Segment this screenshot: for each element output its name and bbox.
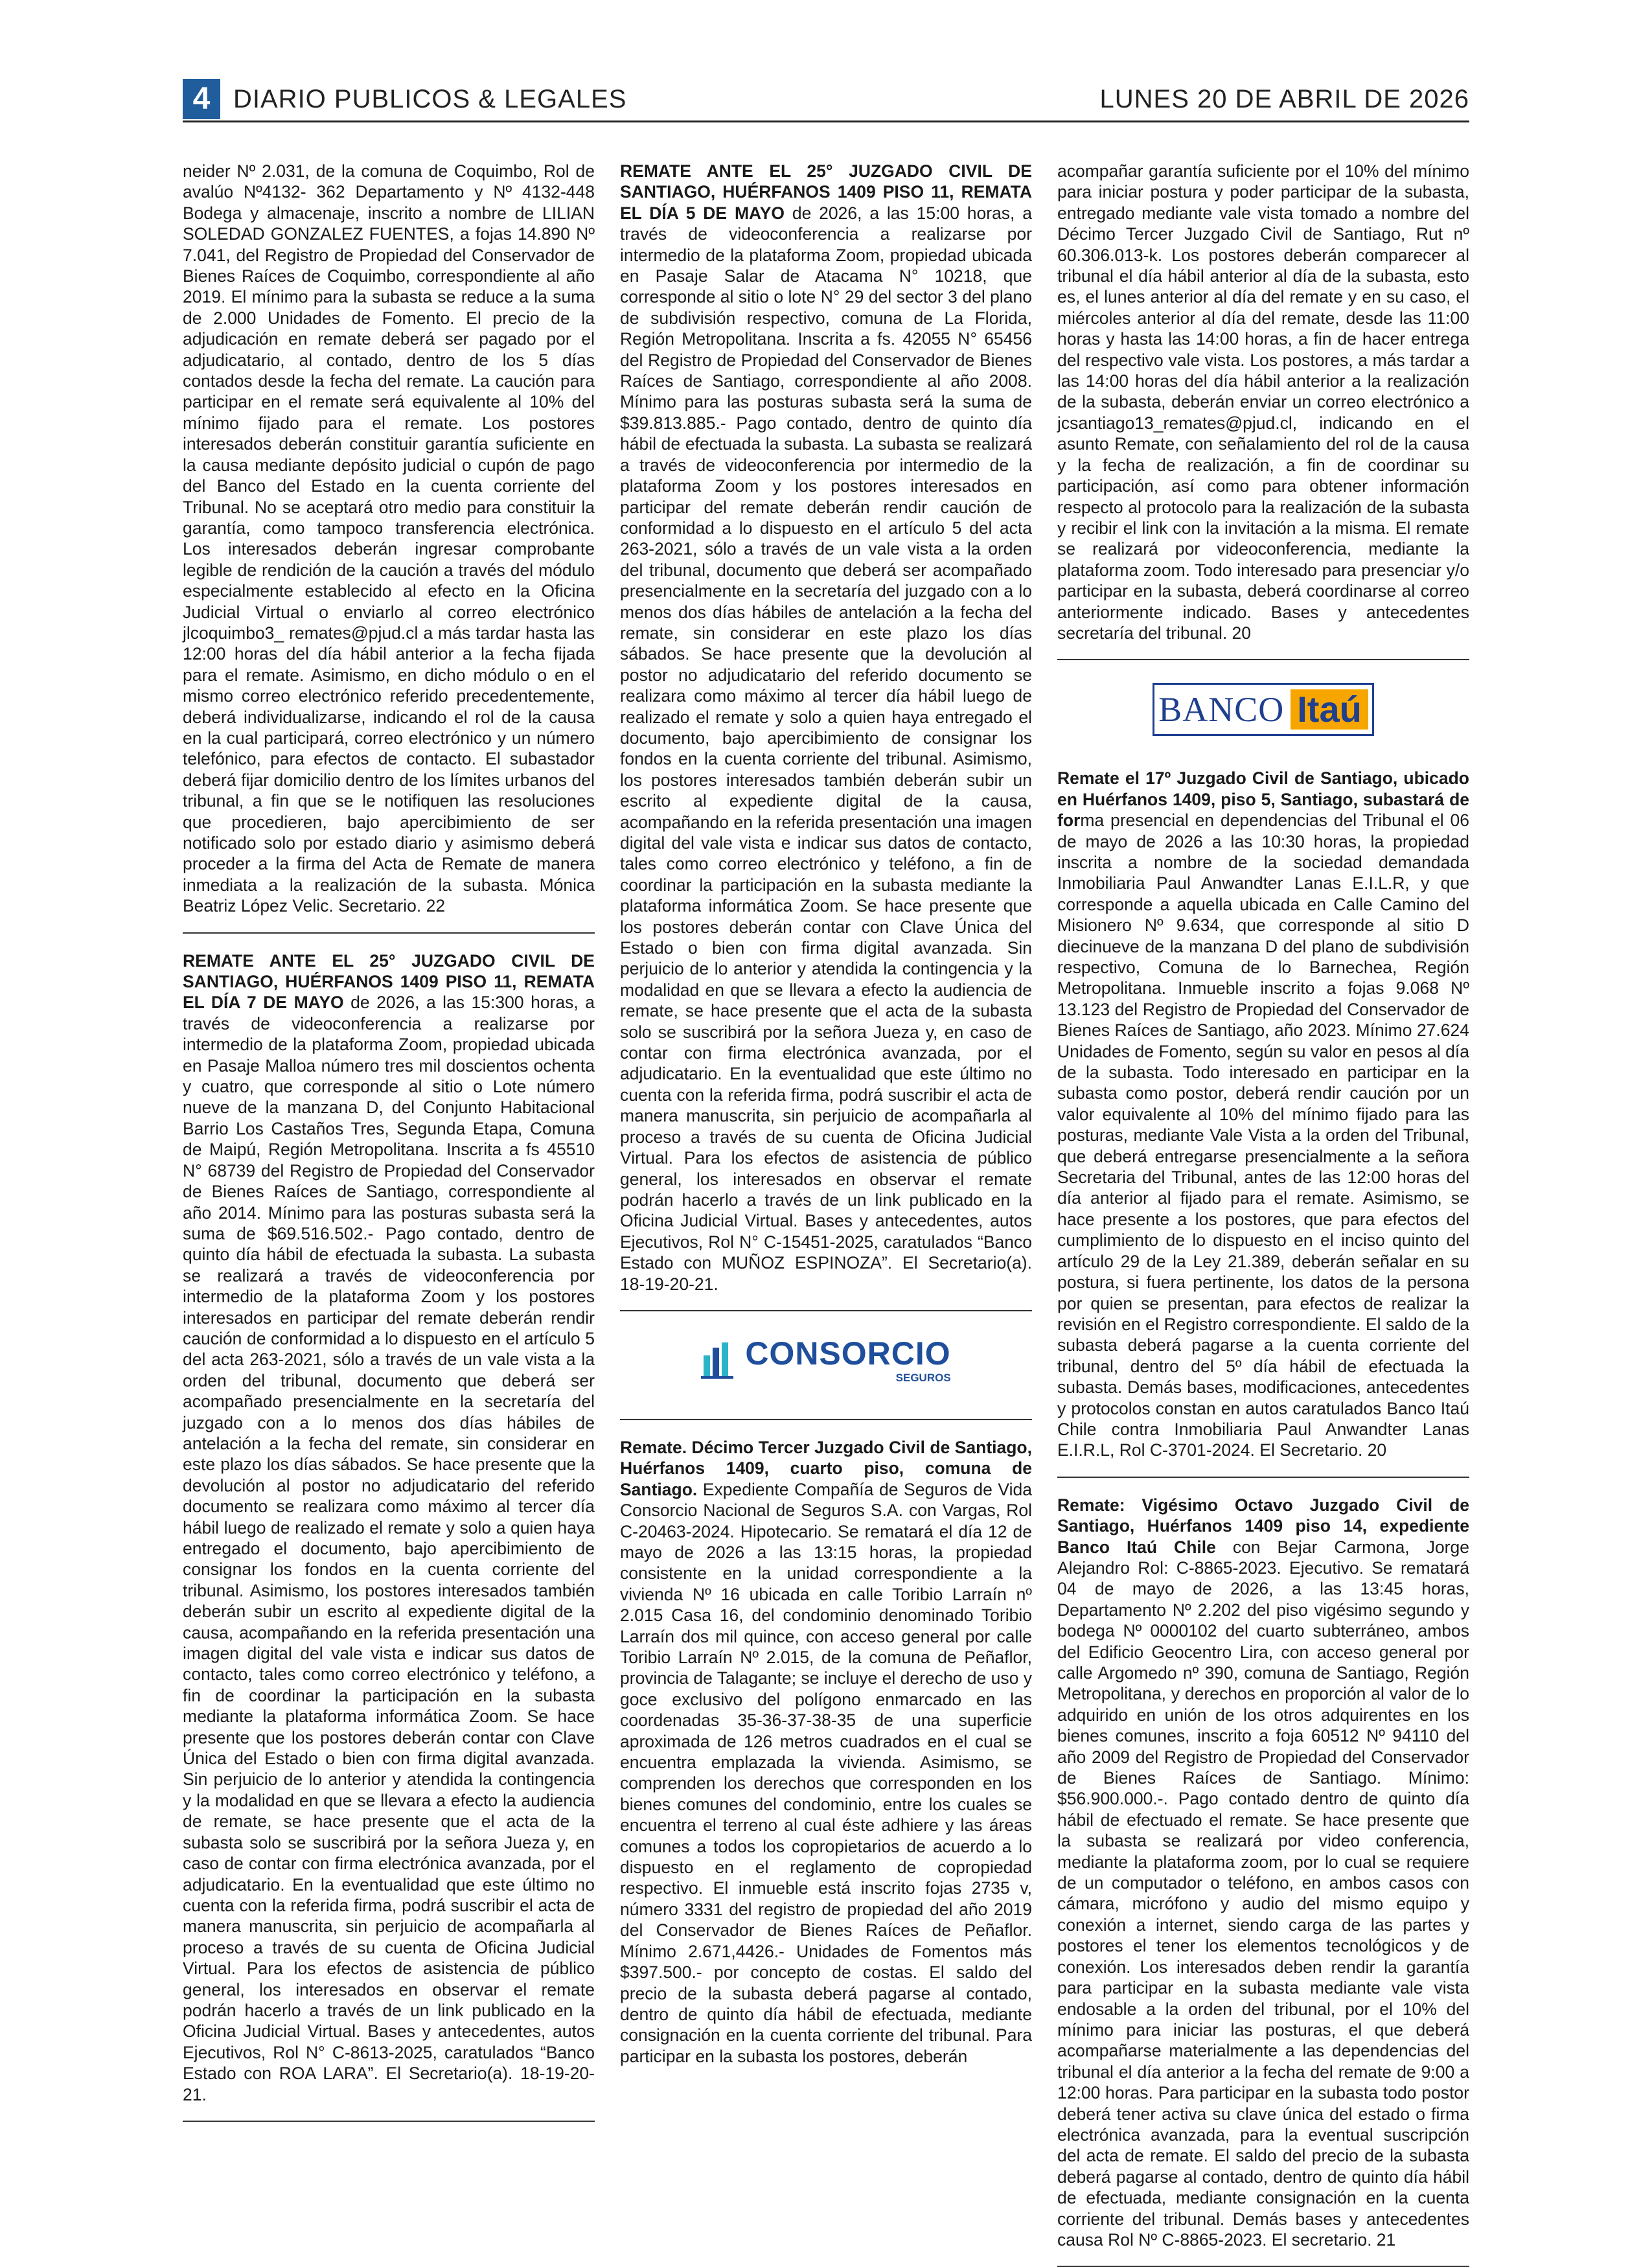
consorcio-name: CONSORCIO <box>745 1335 951 1372</box>
notice-heading: Remate: Vigésimo Octavo Juzgado Civil de Santiago, Huérfanos 1409 piso 14, expediente Banco Itaú Chile <box>1057 1495 1469 1557</box>
notice-body: ma presencial en dependencias del Tribunal el 06 de mayo de 2026 a las 10:30 horas, la propiedad inscrita a nombre de la sociedad demandada Inmobiliaria Paul Anwandter Lanas E.I.L.R, y que corresponde a aquella ubicada en Calle Camino del Misionero Nº 9.634, que corresponde al sitio D diecinueve de la manzana D del plano de subdivisión respectivo, Comuna de lo Barnechea, Región Metropolitana. Inmueble inscrito a fojas 9.068 Nº 13.123 del Registro de Propiedad del Conservador de Bienes Raíces de Santiago, año 2023. Mínimo 27.624 Unidades de Fomento, según su valor en pesos al día de la subasta. Todo interesado en participar en la subasta como postor, deberá rendir caución por un valor equivalente al 10% del mínimo fijado para las posturas, mediante Vale Vista a la orden del Tribunal, que deberá entregarse presencialmente a la señora Secretaria del Tribunal, antes de las 12:00 horas del día anterior al fijado para el remate. Asimismo, se hace presente a los postores, que para efectos del cumplimiento de lo dispuesto en el inciso quinto del artículo 29 de la Ley 21.389, deberán señalar en su postura, si fuera pertinente, los datos de la persona por quien se presentan, para efectos de realizar la revisión en el Registro correspondiente. El saldo de la subasta deberá pagarse a la cuenta corriente del tribunal, dentro del 5º día hábil de efectuada la subasta. Demás bases, modificaciones, antecedentes y protocolos constan en autos caratulados Banco Itaú Chile contra Inmobiliaria Paul Anwandter Lanas E.I.R.L, Rol C-3701-2024. El Secretario. 20 <box>1057 811 1469 1460</box>
column-3 <box>1057 161 1469 2250</box>
consorcio-logo <box>620 1328 1032 1393</box>
header-divider <box>183 121 1469 122</box>
itau-name-text: Itaú <box>1291 689 1368 730</box>
notice-body: de 2026, a las 15:00 horas, a través de videoconferencia a realizarse por intermedio de la plataforma Zoom, propiedad ubicada en Pasaje Salar de Atacama N° 10218, que corresponde al sitio o lote N° 29 del sector 3 del plano de subdivisión respectivo, comuna de La Florida, Región Metropolitana. Inscrita a fs. 42055 N° 65456 del Registro de Propiedad del Conservador de Bienes Raíces de Santiago, correspondiente al año 2008. Mínimo para las posturas subasta será la suma de $39.813.885.- Pago contado, dentro de quinto día hábil de efectuada la subasta. La subasta se realizará a través de videoconferencia por intermedio de la plataforma Zoom y los postores interesados en participar del remate deberán rendir caución de conformidad a lo dispuesto en el artículo 5 del acta 263-2021, sólo a través de un vale vista a la orden del tribunal, documento que deberá ser acompañado presencialmente en la secretaría del juzgado con a lo menos dos días hábiles de antelación a la fecha del remate, sin considerar en este plazo los días sábados. Se hace presente que la devolución al postor no adjudicatario del referido documento se realizara como máximo al tercer día hábil luego de realizado el remate y solo a quien haya entregado el documento, bajo apercibimiento de consignar los fondos en la cuenta corriente del tribunal. Asimismo, los postores interesados también deberán subir un escrito al expediente digital de la causa, acompañando en la referida presentación una imagen digital del vale vista e indicar sus datos de contacto, tales como correo electrónico y teléfono, a fin de coordinar la participación en la subasta mediante la plataforma informática Zoom. Se hace presente que los postores deberán contar con Clave Única del Estado o bien con firma digital avanzada. Sin perjuicio de lo anterior y atendida la contingencia y la modalidad en que se llevara a efecto la audiencia de remate, se hace presente que el acta de la subasta solo se suscribirá por la señora Jueza y, en caso de contar con firma electrónica avanzada, por el adjudicatario. En la eventualidad que este último no cuenta con la referida firma, podrá suscribir el acta de manera manuscrita, sin perjuicio de acompañarla al proceso a través de su cuenta de Oficina Judicial Virtual. Para los efectos de asistencia de público general, los interesados en observar el remate podrán hacerlo a través de un link publicado en la Oficina Judicial Virtual. Bases y antecedentes, autos Ejecutivos, Rol N° C-15451-2025, caratulados “Banco Estado con MUÑOZ ESPINOZA”. El Secretario(a). 18-19-20-21. <box>620 203 1032 1294</box>
legal-notice-coquimbo <box>183 161 595 917</box>
notice-body: neider Nº 2.031, de la comuna de Coquimbo, Rol de avalúo Nº4132- 362 Departamento y Nº 4132-448 Bodega y almacenaje, inscrito a nombre de LILIAN SOLEDAD GONZALEZ FUENTES, a fojas 14.890 Nº 7.041, del Registro de Propiedad del Conservador de Bienes Raíces de Coquimbo, correspondiente al año 2019. El mínimo para la subasta se reduce a la suma de 2.000 Unidades de Fomento. El precio de la adjudicación en remate deberá ser pagado por el adjudicatario, al contado, dentro de los 5 días contados desde la fecha del remate. La caución para participar en el remate será equivalente al 10% del mínimo fijado para el remate. Los postores interesados deberán constituir garantía suficiente en la causa mediante depósito judicial o cupón de pago del Banco del Estado en la cuenta corriente del Tribunal. No se aceptará otro medio para constituir la garantía, como tampoco transferencia electrónica. Los interesados deberán ingresar comprobante legible de rendición de la caución a través del módulo especialmente establecido al efecto en la Oficina Judicial Virtual o enviarlo al correo electrónico jlcoquimbo3_ remates@pjud.cl a más tardar hasta las 12:00 horas del día hábil anterior a la fecha fijada para el remate. Asimismo, en dicho módulo o en el mismo correo electrónico referido precedentemente, deberá individualizarse, indicando el rol de la causa en la cual participará, correo electrónico y un número telefónico, para efectos de contacto. El subastador deberá fijar domicilio dentro de los límites urbanos del tribunal, a fin que se le notifiquen las resoluciones que procedieren, bajo apercibimiento de ser notificado solo por estado diario y asimismo deberá proceder a la firma del Acta de Remate de manera inmediata a la realización de la subasta. Mónica Beatriz López Velic. Secretario. 22 <box>183 161 595 916</box>
notice-body: con Bejar Carmona, Jorge Alejandro Rol: C-8865-2023. Ejecutivo. Se rematará 04 de mayo de 2026, a las 13:45 horas, Departamento Nº 2.202 del piso vigésimo segundo y bodega Nº 0000102 del cuarto subterráneo, ambos del Edificio Geocentro Lira, con acceso general por calle Argomedo nº 390, comuna de Santiago, Región Metropolitana, y derechos en proporción al valor de lo adquirido en unión de los otros adquirentes en los bienes comunes, inscrito a foja 60512 Nº 94110 del año 2009 del Registro de Propiedad del Conservador de Bienes Raíces de Santiago. Mínimo: $56.900.000.-. Pago contado dentro de quinto día hábil de efectuado el remate. Se hace presente que la subasta se realizará por video conferencia, mediante la plataforma zoom, por lo cual se requiere de un computador o teléfono, en ambos casos con cámara, micrófono y audio del mismo equipo y conexión a internet, siendo carga de las partes y postores el tener los elementos tecnológicos y de conexión. Los interesados deben rendir la garantía para participar en la subasta mediante vale vista endosable a la orden del tribunal, por el 10% del mínimo para iniciar las posturas, el que deberá acompañarse materialmente a las dependencias del tribunal el día anterior a la fecha del remate de 9:00 a 12:00 horas. Para participar en la subasta todo postor deberá tener activa su clave única del estado o firma electrónica avanzada, para la eventual suscripción del acta de remate. El saldo del precio de la subasta deberá pagarse al contado, dentro de quinto día hábil de efectuada, mediante consignación en la cuenta corriente del tribunal. Demás bases y antecedentes causa Rol Nº C-8865-2023. El secretario. 21 <box>1057 1537 1469 2250</box>
notice-body: Expediente Compañía de Seguros de Vida Consorcio Nacional de Seguros S.A. con Vargas, Rol C-20463-2024. Hipotecario. Se rematará el día 12 de mayo de 2026 a las 13:15 horas, la propiedad consistente en la unidad correspondiente a la vivienda Nº 16 ubicada en calle Toribio Larraín nº 2.015 Casa 16, del condominio denominado Toribio Larraín dos mil quince, con acceso general por calle Toribio Larraín Nº 2.015, de la comuna de Peñaflor, provincia de Talagante; se incluye el derecho de uso y goce exclusivo del polígono enmarcado en las coordenadas 35-36-37-38-35 de una superficie aproximada de 126 metros cuadrados en el cual se encuentra emplazada la vivienda. Asimismo, se comprenden los derechos que corresponden en los bienes comunes del condominio, entre los cuales se encuentra el terreno al cual éste adhiere y las áreas comunes a todos los copropietarios de acuerdo a lo dispuesto en el reglamento de copropiedad respectivo. El inmueble está inscrito fojas 2735 v, número 3331 del registro de propiedad del año 2019 del Conservador de Bienes Raíces de Peñaflor. Mínimo 2.671,4426.- Unidades de Fomentos más $397.500.- por concepto de costas. El saldo del precio de la subasta deberá pagarse al contado, dentro de quinto día hábil de efectuada, mediante consignación en la cuenta corriente del tribunal. Para participar en la subasta los postores, deberán <box>620 1479 1032 2066</box>
consorcio-building-icon <box>701 1341 736 1380</box>
publication-title: DIARIO PUBLICOS & LEGALES <box>233 85 627 113</box>
notice-divider <box>620 1419 1032 1420</box>
consorcio-subtitle: SEGUROS <box>895 1372 951 1385</box>
notice-heading: REMATE ANTE EL 25° JUZGADO CIVIL DE SANTIAGO, HUÉRFANOS 1409 PISO 11, REMATA EL DÍA 5 DE MAYO <box>620 161 1032 223</box>
page-header <box>183 79 1469 119</box>
banco-itau-logo <box>1057 677 1469 742</box>
legal-notice-consorcio-vargas <box>620 1437 1032 2067</box>
page-number: 4 <box>183 79 220 119</box>
legal-notice-itau-anwandter <box>1057 768 1469 1460</box>
legal-notice-munoz-espinoza <box>620 161 1032 1295</box>
publication-date: LUNES 20 DE ABRIL DE 2026 <box>1099 85 1469 113</box>
notice-divider <box>1057 1477 1469 1478</box>
itau-banco-text: BANCO <box>1158 690 1285 730</box>
notice-body-continued: acompañar garantía suficiente por el 10% del mínimo para iniciar postura y poder participar de la subasta, entregado mediante vale vista tomado a nombre del Décimo Tercer Juzgado Civil de Santiago, Rut nº 60.306.013-k. Los postores deberán comparecer al tribunal el día hábil anterior al día de la subasta, esto es, el lunes anterior al día del remate y en su caso, el miércoles anterior al día del remate, desde las 11:00 horas y hasta las 14:00 horas, a fin de hacer entrega del respectivo vale vista. Los postores, a más tardar a las 14:00 horas del día hábil anterior a la realización de la subasta, deberán enviar un correo electrónico a jcsantiago13_remates@pjud.cl, indicando en el asunto Remate, con señalamiento del rol de la causa y la fecha de realización, a fin de coordinar su participación, así como para obtener información respecto al protocolo para la realización de la subasta y recibir el link con la invitación a la misma. El remate se realizará por videoconferencia, mediante la plataforma zoom. Todo interesado para presenciar y/o participar en la subasta, deberá coordinarse al correo anteriormente indicado. Bases y antecedentes secretaría del tribunal. 20 <box>1057 161 1469 643</box>
legal-notice-roa-lara <box>183 950 595 2105</box>
notice-divider <box>183 932 595 934</box>
column-2 <box>620 161 1032 2078</box>
column-1 <box>183 161 595 2104</box>
notice-divider <box>620 1310 1032 1311</box>
legal-notice-consorcio-vargas-continued <box>1057 161 1469 643</box>
notice-heading: Remate. Décimo Tercer Juzgado Civil de Santiago, Huérfanos 1409, cuarto piso, comuna de Santiago. <box>620 1437 1032 1499</box>
notice-divider <box>183 2121 595 2122</box>
legal-notice-itau-bejar <box>1057 1495 1469 2251</box>
notice-body: de 2026, a las 15:300 horas, a través de videoconferencia a realizarse por intermedio de la plataforma Zoom, propiedad ubicada en Pasaje Malloa número tres mil doscientos ochenta y cuatro, que corresponde al sitio o Lote número nueve de la manzana D, del Conjunto Habitacional Barrio Los Castaños Tres, Segunda Etapa, Comuna de Maipú, Región Metropolitana. Inscrita a fs 45510 N° 68739 del Registro de Propiedad del Conservador de Bienes Raíces de Santiago, correspondiente al año 2014. Mínimo para las posturas subasta será la suma de $69.516.502.- Pago contado, dentro de quinto día hábil de efectuada la subasta. La subasta se realizará a través de videoconferencia por intermedio de la plataforma Zoom y los postores interesados en participar del remate deberán rendir caución de conformidad a lo dispuesto en el artículo 5 del acta 263-2021, sólo a través de un vale vista a la orden del tribunal, documento que deberá ser acompañado presencialmente en la secretaría del juzgado con a lo menos dos días hábiles de antelación a la fecha del remate, sin considerar en este plazo los días sábados. Se hace presente que la devolución al postor no adjudicatario del referido documento se realizara como máximo al tercer día hábil luego de realizado el remate y solo a quien haya entregado el documento, bajo apercibimiento de consignar los fondos en la cuenta corriente del tribunal. Asimismo, los postores interesados también deberán subir un escrito al expediente digital de la causa, acompañando en la referida presentación una imagen digital del vale vista e indicar sus datos de contacto, tales como correo electrónico y teléfono, a fin de coordinar la participación en la subasta mediante la plataforma informática Zoom. Se hace presente que los postores deberán contar con Clave Única del Estado o bien con firma digital avanzada. Sin perjuicio de lo anterior y atendida la contingencia y la modalidad en que se llevara a efecto la audiencia de remate, se hace presente que el acta de la subasta solo se suscribirá por la señora Jueza y, en caso de contar con firma electrónica avanzada, por el adjudicatario. En la eventualidad que este último no cuenta con la referida firma, podrá suscribir el acta de manera manuscrita, sin perjuicio de acompañarla al proceso a través de su cuenta de Oficina Judicial Virtual. Para los efectos de asistencia de público general, los interesados en observar el remate podrán hacerlo a través de un link publicado en la Oficina Judicial Virtual. Bases y antecedentes, autos Ejecutivos, Rol N° C-8613-2025, caratulados “Banco Estado con ROA LARA”. El Secretario(a). 18-19-20-21. <box>183 993 595 2104</box>
notice-heading: REMATE ANTE EL 25° JUZGADO CIVIL DE SANTIAGO, HUÉRFANOS 1409 PISO 11, REMATA EL DÍA 7 DE MAYO <box>183 950 595 1013</box>
notice-divider <box>1057 659 1469 660</box>
notice-heading: Remate el 17º Juzgado Civil de Santiago, ubicado en Huérfanos 1409, piso 5, Santiago, subastará de for <box>1057 768 1469 831</box>
